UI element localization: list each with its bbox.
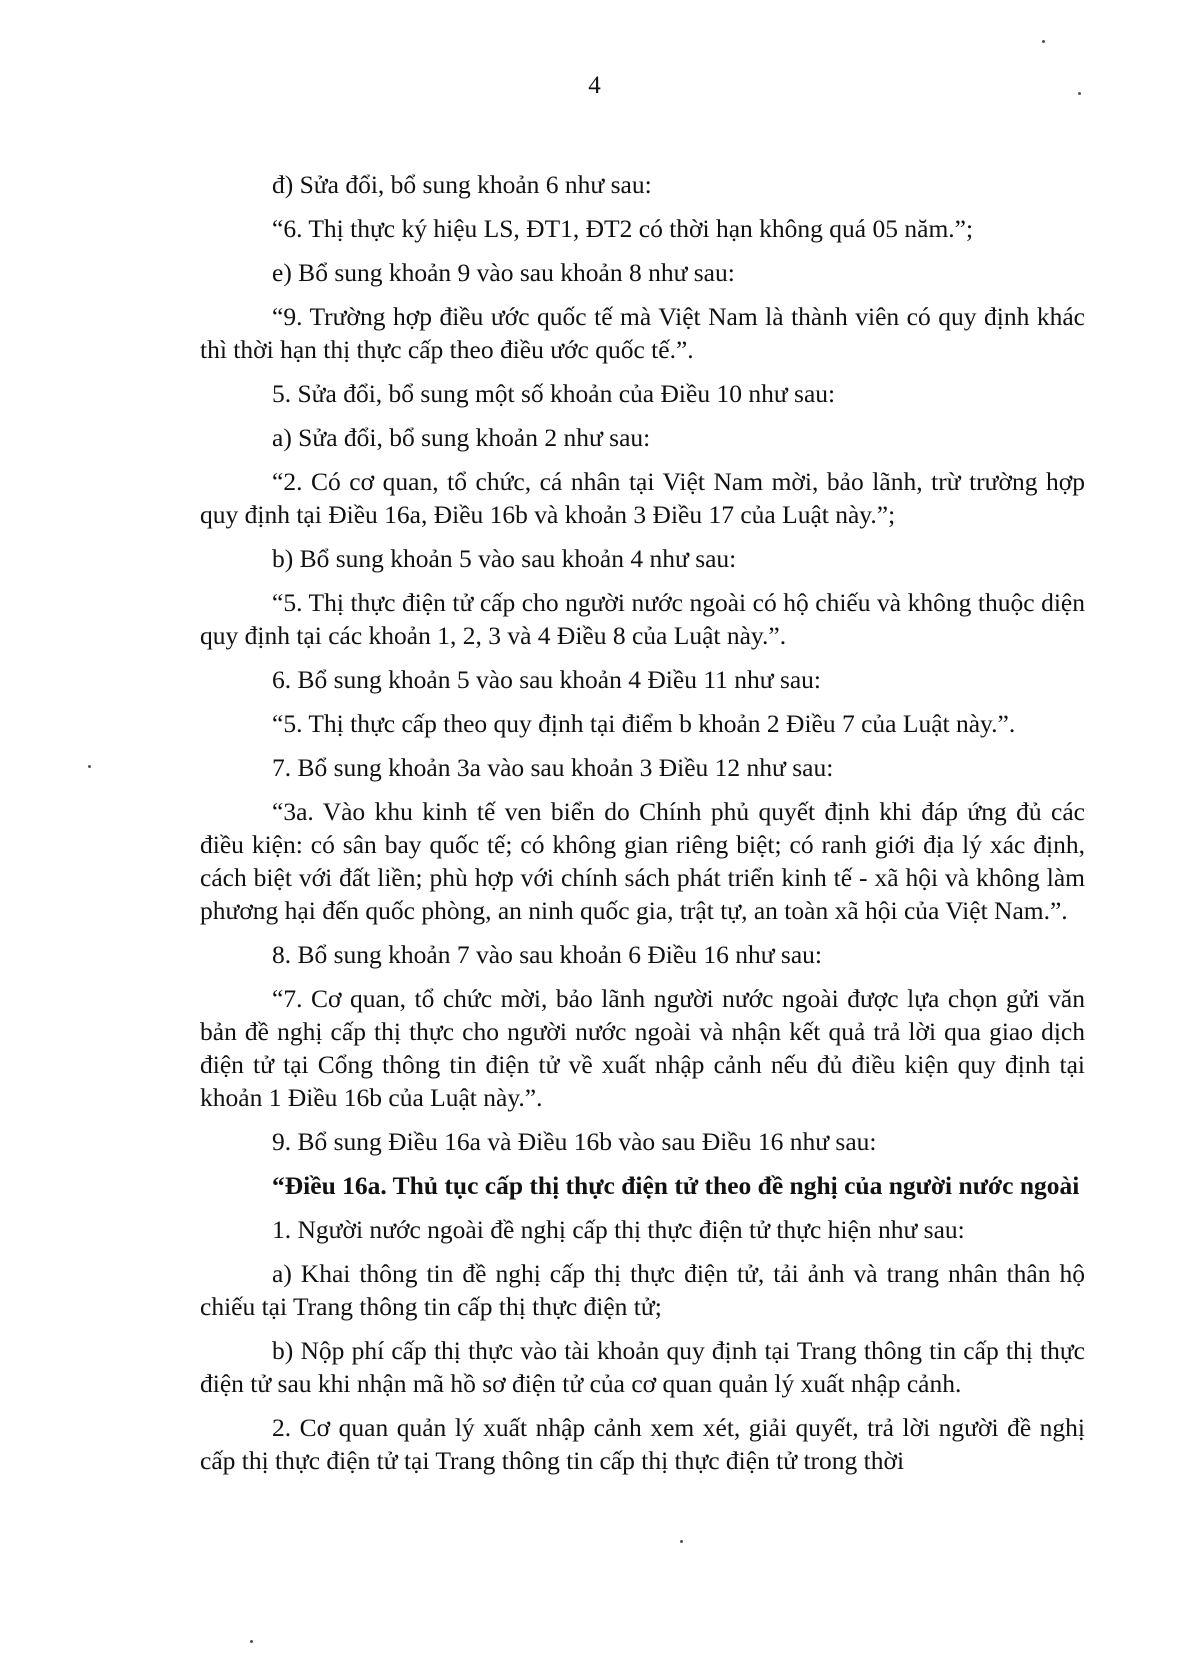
paragraph-clause-5-evisa-text: “5. Thị thực điện tử cấp cho người nước ngoài có hộ chiếu và không thuộc diện quy định tại các khoản 1, 2, 3 và 4 Điều 8 của Luật này.”. [200,588,1085,650]
article-16a-heading: “Điều 16a. Thủ tục cấp thị thực điện tử theo đề nghị của người nước ngoài [272,1171,1080,1200]
paragraph-7-add-clause-3a: 7. Bổ sung khoản 3a vào sau khoản 3 Điều 12 như sau: [272,753,834,782]
paragraph-16a-point-a: a) Khai thông tin đề nghị cấp thị thực điện tử, tải ảnh và trang nhân thân hộ chiếu tại Trang thông tin cấp thị thực điện tử; [200,1259,1085,1321]
page-number: 4 [588,72,601,99]
scan-speck [1078,92,1081,95]
paragraph-clause-6-text: “6. Thị thực ký hiệu LS, ĐT1, ĐT2 có thời hạn không quá 05 năm.”; [272,214,974,243]
paragraph-6-add-clause-5-article-11: 6. Bổ sung khoản 5 vào sau khoản 4 Điều 11 như sau: [272,665,822,694]
paragraph-clause-2-text: “2. Có cơ quan, tổ chức, cá nhân tại Việt Nam mời, bảo lãnh, trừ trường hợp quy định tại Điều 16a, Điều 16b và khoản 3 Điều 17 của Luật này.”; [200,467,1085,529]
paragraph-clause-5-article-11-text: “5. Thị thực cấp theo quy định tại điểm b khoản 2 Điều 7 của Luật này.”. [272,709,1016,738]
paragraph-16a-point-b: b) Nộp phí cấp thị thực vào tài khoản quy định tại Trang thông tin cấp thị thực điện tử sau khi nhận mã hồ sơ điện tử của cơ quan quản lý xuất nhập cảnh. [200,1336,1085,1398]
scan-speck [88,765,91,768]
scan-speck [680,1540,683,1543]
scan-speck [1042,40,1045,43]
paragraph-16a-clause-2: 2. Cơ quan quản lý xuất nhập cảnh xem xét, giải quyết, trả lời người đề nghị cấp thị thực điện tử tại Trang thông tin cấp thị thực điện tử trong thời [200,1413,1085,1475]
paragraph-clause-3a-text: “3a. Vào khu kinh tế ven biển do Chính phủ quyết định khi đáp ứng đủ các điều kiện: có sân bay quốc tế; có không gian riêng biệt; có ranh giới địa lý xác định, cách biệt với đất liền; phù hợp với chính sách phát triển kinh tế - xã hội và không làm phương hại đến quốc phòng, an ninh quốc gia, trật tự, an toàn xã hội của Việt Nam.”. [200,797,1085,925]
paragraph-9-add-articles-16a-16b: 9. Bổ sung Điều 16a và Điều 16b vào sau Điều 16 như sau: [272,1127,877,1156]
paragraph-5-amend-article-10: 5. Sửa đổi, bổ sung một số khoản của Điều 10 như sau: [272,379,836,408]
paragraph-e-add-clause-9: e) Bổ sung khoản 9 vào sau khoản 8 như sau: [272,258,735,287]
paragraph-b-add-clause-5: b) Bổ sung khoản 5 vào sau khoản 4 như sau: [272,544,737,573]
scan-speck [250,1640,253,1643]
document-body [200,168,1085,1488]
paragraph-clause-9-text: “9. Trường hợp điều ước quốc tế mà Việt Nam là thành viên có quy định khác thì thời hạn thị thực cấp theo điều ước quốc tế.”. [200,302,1085,364]
paragraph-16a-clause-1: 1. Người nước ngoài đề nghị cấp thị thực điện tử thực hiện như sau: [272,1215,965,1244]
paragraph-8-add-clause-7: 8. Bổ sung khoản 7 vào sau khoản 6 Điều 16 như sau: [272,940,822,969]
paragraph-d-amend-clause-6: đ) Sửa đổi, bổ sung khoản 6 như sau: [272,170,652,199]
paragraph-a-amend-clause-2: a) Sửa đổi, bổ sung khoản 2 như sau: [272,423,651,452]
paragraph-clause-7-text: “7. Cơ quan, tổ chức mời, bảo lãnh người nước ngoài được lựa chọn gửi văn bản đề nghị cấp thị thực cho người nước ngoài và nhận kết quả trả lời qua giao dịch điện tử tại Cổng thông tin điện tử về xuất nhập cảnh nếu đủ điều kiện quy định tại khoản 1 Điều 16b của Luật này.”. [200,984,1085,1112]
